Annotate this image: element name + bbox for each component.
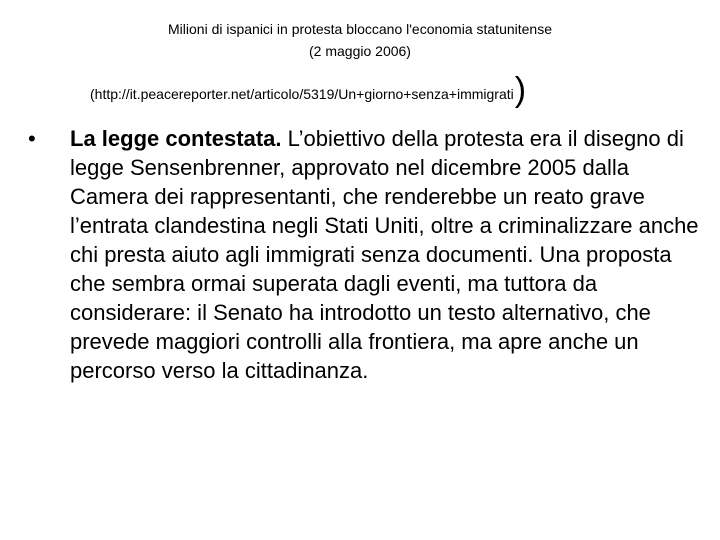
slide-header [0, 18, 720, 62]
source-citation [90, 72, 650, 116]
bullet-text [70, 124, 702, 385]
source-close-paren: ) [514, 71, 527, 109]
header-date: (2 maggio 2006) [309, 43, 411, 59]
bullet-heading: La legge contestata. [70, 126, 282, 151]
bullet-body: L’obiettivo della protesta era il disegno di legge Sensenbrenner, approvato nel dicembre 2005 dalla Camera dei rappresentanti, che renderebbe un reato grave l’entrata clandestina negli Stati Uniti, oltre a criminalizzare anche chi presta aiuto agli immigrati senza documenti. Una proposta che sembra ormai superata dagli eventi, ma tuttora da considerare: il Senato ha introdotto un testo alternativo, che prevede maggiori controlli alla frontiera, ma apre anche un percorso verso la cittadinanza. [70, 126, 699, 383]
header-title: Milioni di ispanici in protesta bloccano l'economia statunitense [168, 21, 552, 37]
bullet-marker: • [28, 126, 36, 151]
source-url: http://it.peacereporter.net/articolo/5319/Un+giorno+senza+immigrati [94, 86, 514, 102]
bullet-item [28, 124, 708, 385]
source-open-paren: ( [90, 86, 95, 102]
